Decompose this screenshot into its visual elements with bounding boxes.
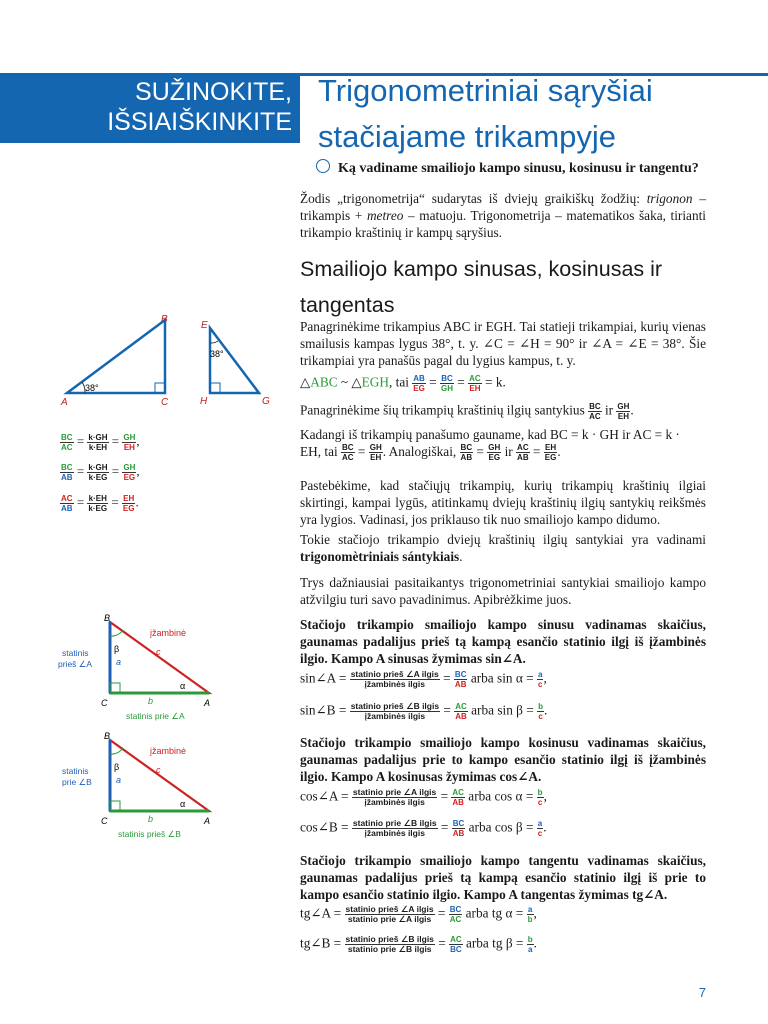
svg-text:B: B [161, 314, 168, 325]
tangent-formula-a: tg∠A = $\frac{\text{statinio prieš ∠A ilgis}}{\text{statinio prie ∠A ilgis}}$ = $\frac{BC}{AC}$ arba tg α = $\frac{a}{b}$ , [300, 904, 537, 924]
svg-text:statinis: statinis [62, 766, 89, 776]
svg-text:statinis: statinis [62, 648, 89, 658]
sine-formula-a: sin∠A = $\frac{\text{statinio prieš ∠A ilgis}}{\text{įžambinės ilgis}}$ = $\frac{BC}{AB}$ arba sin α = $\frac{a}{c}$ , [300, 669, 547, 689]
page-title [318, 68, 758, 160]
svg-text:A: A [204, 816, 211, 826]
svg-text:B: B [104, 613, 111, 623]
svg-text:a: a [116, 775, 122, 785]
svg-text:E: E [201, 320, 208, 331]
svg-text:38°: 38° [210, 349, 224, 359]
sine-definition: Stačiojo trikampio smailiojo kampo sinusu vadinamas skaičius, gaunamas padalijus prieš tą kampą esančio statinio ilgį iš įžambinės ilgio. Kampo A sinusas žymimas sin∠A. [300, 617, 707, 666]
svg-text:G: G [262, 396, 270, 407]
paragraph-triangles: Panagrinėkime trikampius ABC ir EGH. Tai statieji trikampiai, kurių vienas smailusis kampas lygus 38°, t. y. ∠C = ∠H = 90° ir ∠A = ∠E = 38°. Šie trikampiai yra panašūs pagal du lygius kampus, t. y. [300, 319, 706, 368]
tangent-formula-b: tg∠B = $\frac{\text{statinio prieš ∠B ilgis}}{\text{statinio prie ∠B ilgis}}$ = $\frac{AC}{BC}$ arba tg β = $\frac{b}{a}$ . [300, 934, 537, 954]
svg-text:A: A [61, 397, 68, 408]
cosine-definition: Stačiojo trikampio smailiojo kampo kosinusu vadinamas skaičius, gaunamas padalijus prie to kampo esančio statinio ilgį iš įžambinės ilgio. Kampo A kosinusas žymimas cos∠A. [300, 735, 706, 784]
paragraph-observation: Pastebėkime, kad stačiųjų trikampių, kurių trikampių kraštinių ilgiai skirtingi, kampai lygūs, atitinkamų dviejų kraštinių ilgių santykių reikšmės yra lygios. Vadinasi, jos priklauso tik nuo smailiojo kampo didumo. [300, 478, 706, 527]
svg-text:C: C [101, 816, 108, 826]
svg-text:c: c [156, 647, 161, 657]
section-heading: Smailiojo kampo sinusas, kosinusas ir tangentas [300, 257, 663, 317]
svg-text:β: β [114, 644, 120, 654]
svg-text:A: A [204, 698, 211, 708]
side-ratio-2: $\frac{BC}{AB}$ = $\frac{k\cdot GH}{k\cdot EG}$ = $\frac{GH}{EG}$ , [61, 463, 140, 482]
svg-text:α: α [180, 681, 186, 691]
side-ratio-3: $\frac{AC}{AB}$ = $\frac{k\cdot EH}{k\cdot EG}$ = $\frac{EH}{EG}$ . [61, 494, 139, 513]
svg-text:C: C [101, 698, 108, 708]
tangent-definition: Stačiojo trikampio smailiojo kampo tangentu vadinamas skaičius, gaunamas padalijus prieš tą kampą esančio statinio ilgį iš prie to kampo esančio statinio ilgio. Kampo A tangentas žymimas tg∠A. [300, 853, 707, 902]
svg-text:a: a [116, 657, 122, 667]
section-banner [0, 73, 300, 143]
svg-text:c: c [156, 765, 161, 775]
paragraph-similarity: Kadangi iš trikampių panašumo gauname, kad BC = k · GH ir AC = k · EH, tai $\frac{BC}{AC}$ = $\frac{GH}{EH}$ . Analogiškai, $\frac{BC}{AB}$ = $\frac{GH}{EG}$ ir $\frac{AC}{AB}$ = $\frac{EH}{EG}$ . [300, 427, 680, 463]
cosine-formula-a: cos∠A = $\frac{\text{statinio prie ∠A ilgis}}{\text{įžambinės ilgis}}$ = $\frac{AC}{AB}$ arba cos α = $\frac{b}{c}$ , [300, 787, 547, 807]
intro-paragraph: Žodis „trigonometrija“ sudarytas iš dviejų graikiškų žodžių: trigonon – trikampis + metreo – matuoju. Trigonometrija – matematikos šaka, tirianti trikampio kraštinių ir kampų sąryšius. [300, 191, 706, 240]
triangle-right-figure-2 [52, 728, 222, 843]
svg-text:statinis prie ∠A: statinis prie ∠A [126, 711, 185, 721]
svg-text:įžambinė: įžambinė [150, 746, 187, 756]
question-text: Ką vadiname smailiojo kampo sinusu, kosinusu ir tangentu? [338, 161, 699, 176]
banner-line-2: IŠSIAIŠKINKITE [107, 108, 292, 136]
triangle-right-figure-1 [52, 610, 222, 725]
similarity-line: △ABC ~ △EGH, tai $\frac{AB}{EG}$ = $\frac{BC}{GH}$ = $\frac{AC}{EH}$ = k. [300, 374, 506, 393]
triangle-abc-figure [55, 310, 185, 410]
ratio-line: Panagrinėkime šių trikampių kraštinių ilgių santykius $\frac{BC}{AC}$ ir $\frac{GH}{EH}$ . [300, 402, 634, 421]
banner-line-1: SUŽINOKITE, [135, 78, 292, 106]
paragraph-definition: Tokie stačiojo trikampio dviejų kraštinių ilgių santykiai yra vadinami trigonomètriniais sántykiais. [300, 532, 706, 564]
cosine-formula-b: cos∠B = $\frac{\text{statinio prie ∠B ilgis}}{\text{įžambinės ilgis}}$ = $\frac{BC}{AB}$ arba cos β = $\frac{a}{c}$ . [300, 818, 547, 838]
svg-text:b: b [148, 696, 154, 706]
svg-text:α: α [180, 799, 186, 809]
page-number: 7 [698, 985, 706, 1000]
angle-label: 38° [85, 383, 99, 393]
triangle-egh-figure [196, 315, 276, 407]
svg-text:prieš ∠A: prieš ∠A [58, 659, 93, 669]
svg-text:statinis prieš ∠B: statinis prieš ∠B [118, 829, 181, 839]
svg-text:prie ∠B: prie ∠B [62, 777, 92, 787]
title-line-1: Trigonometriniai sąryšiai [318, 73, 653, 108]
sine-formula-b: sin∠B = $\frac{\text{statinio prieš ∠B ilgis}}{\text{įžambinės ilgis}}$ = $\frac{AC}{AB}$ arba sin β = $\frac{b}{c}$ . [300, 701, 548, 721]
title-line-2: stačiajame trikampyje [318, 119, 617, 154]
circle-icon [316, 159, 330, 173]
side-ratio-1: $\frac{BC}{AC}$ = $\frac{k\cdot GH}{k\cdot EH}$ = $\frac{GH}{EH}$ , [61, 433, 140, 452]
svg-text:B: B [104, 731, 111, 741]
svg-text:b: b [148, 814, 154, 824]
paragraph-names: Trys dažniausiai pasitaikantys trigonometriniai santykiai smailiojo kampo atžvilgiu turi savo pavadinimus. Apibrėžkime juos. [300, 575, 706, 607]
svg-text:H: H [200, 396, 208, 407]
svg-text:β: β [114, 762, 120, 772]
lesson-question [316, 159, 699, 177]
svg-text:C: C [161, 397, 169, 408]
svg-text:įžambinė: įžambinė [150, 628, 187, 638]
